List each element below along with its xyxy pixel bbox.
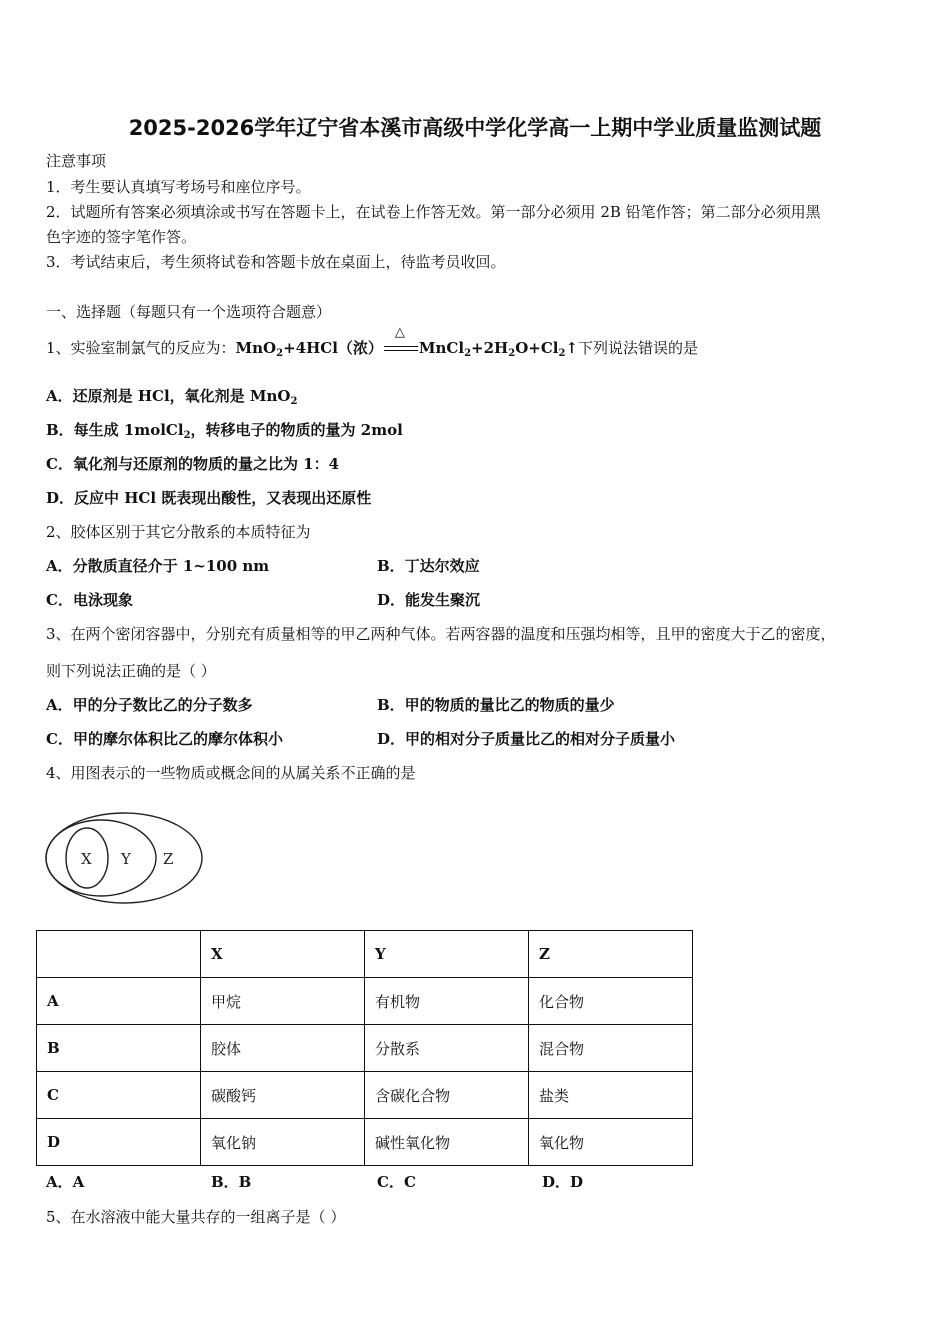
table-cell: 胶体 [201, 1025, 365, 1072]
table-cell: 混合物 [529, 1025, 693, 1072]
heating-condition [384, 325, 418, 359]
table-cell: 碳酸钙 [201, 1072, 365, 1119]
table-cell: 氧化物 [529, 1119, 693, 1166]
table-cell: 盐类 [529, 1072, 693, 1119]
notice-item-2-line-1: 2．试题所有答案必须填涂或书写在答题卡上，在试卷上作答无效。第一部分必须用 2B 铅笔作答；第二部分必须用黑 [46, 203, 821, 221]
question-2-option-b: B．丁达尔效应 [377, 557, 480, 575]
table-cell: B [37, 1025, 201, 1072]
table-cell: 氧化钠 [201, 1119, 365, 1166]
page-title: 2025-2026学年辽宁省本溪市高级中学化学高一上期中学业质量监测试题 [128, 116, 822, 140]
table-row [37, 978, 693, 1025]
question-4-option-d: D．D [542, 1173, 584, 1191]
table-header-cell: Z [529, 931, 693, 978]
question-3-option-a: A．甲的分子数比乙的分子数多 [46, 696, 253, 714]
ellipse-y [46, 820, 156, 896]
heating-triangle-icon: △ [394, 325, 405, 340]
nested-ellipses-diagram [44, 810, 206, 906]
question-4-option-c: C．C [377, 1173, 416, 1191]
question-2-option-a: A．分散质直径介于 1~100 nm [46, 557, 270, 575]
question-1-suffix: 下列说法错误的是 [578, 339, 699, 357]
diagram-label-x: X [81, 850, 92, 868]
table-cell: A [37, 978, 201, 1025]
table-row [37, 1025, 693, 1072]
question-1-option-a: A．还原剂是 HCl，氧化剂是 MnO$_2$ [46, 387, 298, 407]
table-cell: D [37, 1119, 201, 1166]
question-2-stem: 2、胶体区别于其它分散系的本质特征为 [46, 523, 311, 541]
question-4-option-a: A．A [46, 1173, 85, 1191]
table-row [37, 1072, 693, 1119]
table-cell: C [37, 1072, 201, 1119]
question-4-stem: 4、用图表示的一些物质或概念间的从属关系不正确的是 [46, 764, 416, 782]
diagram-label-z: Z [163, 850, 174, 868]
section-heading: 一、选择题（每题只有一个选项符合题意） [46, 303, 332, 321]
table-header-cell [37, 931, 201, 978]
question-3-option-b: B．甲的物质的量比乙的物质的量少 [377, 696, 615, 714]
question-3-option-d: D．甲的相对分子质量比乙的相对分子质量小 [377, 730, 676, 748]
question-2-option-d: D．能发生聚沉 [377, 591, 481, 609]
notice-item-3: 3．考试结束后，考生须将试卷和答题卡放在桌面上，待监考员收回。 [46, 253, 506, 271]
question-5-stem: 5、在水溶液中能大量共存的一组离子是（ ） [46, 1208, 346, 1226]
table-cell: 化合物 [529, 978, 693, 1025]
table-header-cell: X [201, 931, 365, 978]
notice-item-1: 1．考生要认真填写考场号和座位序号。 [46, 178, 311, 196]
question-1-option-b: B．每生成 1molCl$_2$，转移电子的物质的量为 2mol [46, 421, 403, 441]
question-3-option-c: C．甲的摩尔体积比乙的摩尔体积小 [46, 730, 283, 748]
question-1-option-d: D．反应中 HCl 既表现出酸性，又表现出还原性 [46, 489, 372, 507]
table-cell: 含碳化合物 [365, 1072, 529, 1119]
notice-heading: 注意事项 [46, 152, 107, 170]
diagram-label-y: Y [121, 850, 131, 868]
question-1-option-c: C．氧化剂与还原剂的物质的量之比为 1：4 [46, 455, 340, 473]
table-cell: 分散系 [365, 1025, 529, 1072]
table-cell: 甲烷 [201, 978, 365, 1025]
table-header-row [37, 931, 693, 978]
table-cell: 有机物 [365, 978, 529, 1025]
question-3-stem-line-2: 则下列说法正确的是（ ） [46, 662, 216, 680]
table-header-cell: Y [365, 931, 529, 978]
question-1-stem [46, 325, 699, 364]
table-row [37, 1119, 693, 1166]
question-1-prefix: 1、实验室制氯气的反应为： [46, 339, 236, 357]
equation-rhs: $MnCl_2+2H_2O+Cl_2↑$ [418, 339, 579, 359]
question-4-option-b: B．B [211, 1173, 252, 1191]
classification-table [36, 930, 693, 1166]
notice-item-2-line-2: 色字迹的签字笔作答。 [46, 228, 197, 246]
question-2-option-c: C．电泳现象 [46, 591, 133, 609]
table-cell: 碱性氧化物 [365, 1119, 529, 1166]
question-3-stem-line-1: 3、在两个密闭容器中，分别充有质量相等的甲乙两种气体。若两容器的温度和压强均相等，且甲的密度大于乙的密度， [46, 625, 836, 643]
equation-lhs: MnO$_2$+4HCl（浓） [235, 339, 383, 359]
